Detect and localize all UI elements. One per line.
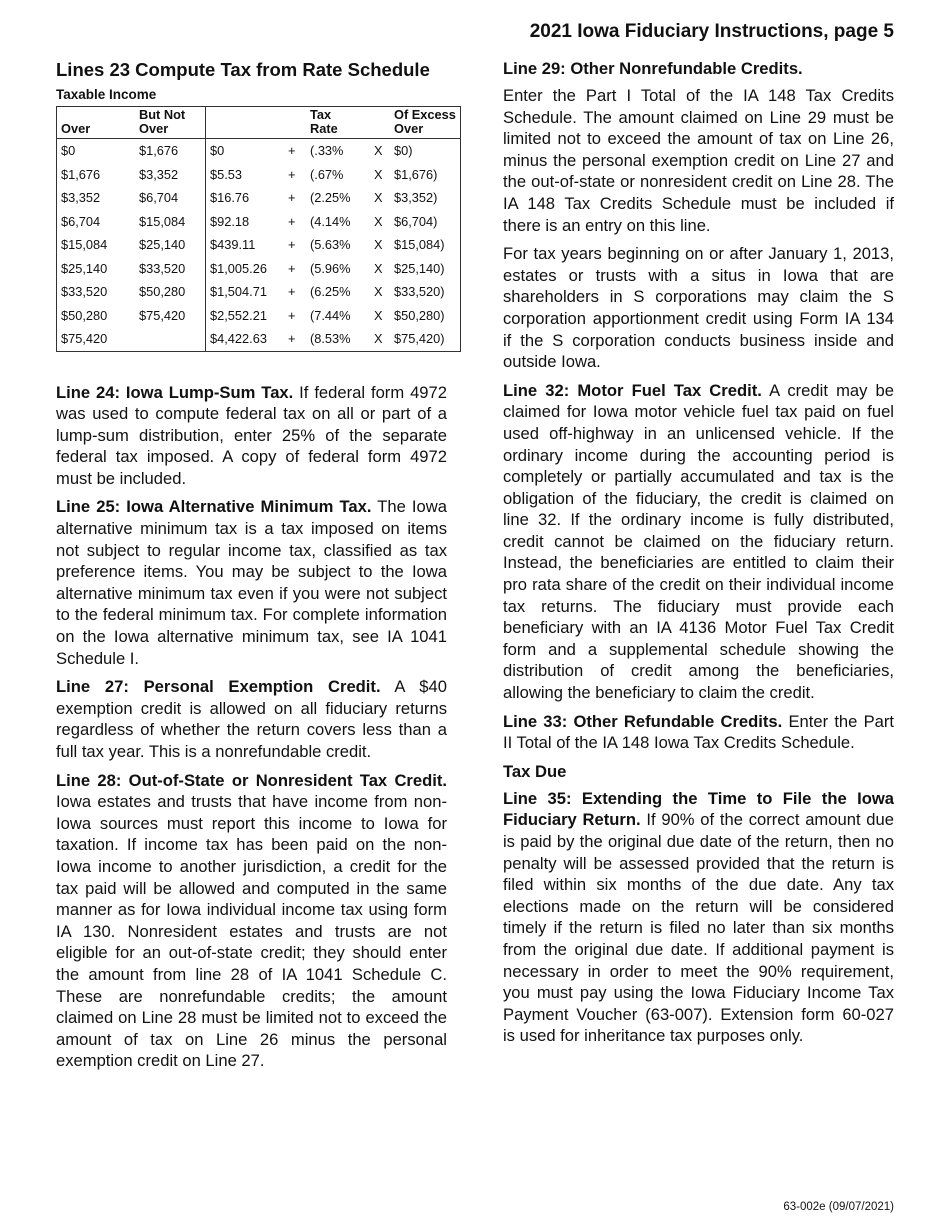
col-of-excess: Of Excess (394, 107, 456, 122)
col-but-not: But Not (139, 107, 186, 122)
page-header: 2021 Iowa Fiduciary Instructions, page 5 (529, 21, 894, 42)
cell-times: X (374, 166, 383, 182)
cell-times: X (374, 307, 383, 323)
cell-base: $1,504.71 (206, 280, 285, 304)
cell-over: $0 (61, 143, 76, 159)
cell-times: X (374, 331, 383, 347)
cell-but-not-over: $50,280 (139, 284, 186, 300)
cell-rate: (6.25% (310, 284, 351, 300)
line33-text: Enter the Part II Total of the IA 148 Iowa Tax Credits Schedule. (503, 711, 895, 753)
line35-title: Line 35: Extending the Time to File the Iowa Fiduciary Return. (503, 788, 894, 830)
cell-over: $50,280 (61, 307, 108, 323)
col-but-not-over (135, 107, 206, 139)
cell-but-not-over (135, 327, 206, 351)
col-plus (284, 107, 306, 139)
cell-excess: $1,676) (394, 166, 438, 182)
cell-rate: (7.44% (310, 307, 351, 323)
tax-rate-rows (57, 139, 461, 352)
cell-rate: (2.25% (310, 190, 351, 206)
cell-rate: (5.96% (310, 260, 351, 276)
col-of-excess-over (390, 107, 461, 139)
cell-rate: (.67% (310, 166, 344, 182)
line27-text: A $40 exemption credit is allowed on all fiduciary returns regardless of whether the return covers less than a full tax year. This is a nonrefundable credit. (56, 677, 447, 761)
cell-excess: $0) (394, 143, 413, 159)
cell-plus: + (288, 284, 296, 300)
cell-base: $4,422.63 (206, 327, 285, 351)
cell-plus: + (288, 260, 296, 276)
cell-over: $33,520 (61, 284, 108, 300)
col-over: Over (57, 107, 136, 139)
cell-over: $3,352 (61, 190, 101, 206)
cell-excess: $33,520) (394, 284, 445, 300)
line24-text: If federal form 4972 was used to compute federal tax on all or part of a lump-sum distribution, enter 25% of the separate federal tax imposed. A copy of federal form 4972 must be included. (56, 382, 447, 488)
table-row (57, 304, 461, 328)
cell-plus: + (288, 307, 296, 323)
line28-text: Iowa estates and trusts that have income from non-Iowa sources must report this income to Iowa for taxation. If income tax has been paid on the non-Iowa income to another jurisdiction, a credit for the tax paid will be allowed and computed in the same manner as for Iowa individual income tax using form IA 130. Nonresident estates and trusts are not eligible for an out-of-state credit; they should enter the amount from line 28 of IA 1041 Schedule C. These are nonrefundable credits; the amount claimed on Line 28 must be limited not to exceed the amount of tax on Line 26 minus the personal exemption credit on Line 27. (56, 792, 447, 1071)
cell-over: $15,084 (61, 237, 108, 253)
line33-title: Line 33: Other Refundable Credits. (503, 711, 783, 731)
cell-plus: + (288, 190, 296, 206)
cell-times: X (374, 190, 383, 206)
col-base (206, 107, 285, 139)
cell-rate: (4.14% (310, 213, 351, 229)
line32-title: Line 32: Motor Fuel Tax Credit. (503, 380, 762, 400)
cell-times: X (374, 260, 383, 276)
line25-paragraph (56, 496, 447, 669)
cell-but-not-over: $75,420 (139, 307, 186, 323)
left-column (56, 58, 456, 1079)
cell-excess: $15,084) (394, 237, 445, 253)
cell-but-not-over: $6,704 (139, 190, 179, 206)
line27-paragraph (56, 676, 447, 762)
cell-rate: (5.63% (310, 237, 351, 253)
line32-text: A credit may be claimed for Iowa motor vehicle fuel tax paid on fuel used off-highway in an unlicensed vehicle. If the ordinary income during the accounting period is completely or partially accumulated and tax is the obligation of the fiduciary, the credit is claimed on line 32. If the ordinary income is fully distributed, credit cannot be claimed on the fiduciary return. Instead, the beneficiaries are entitled to claim their pro rata share of the credit on their individual income tax returns. The fiduciary must provide each beneficiary with an IA 4136 Motor Fuel Tax Credit form and a supplemental schedule showing the distribution of credit among the beneficiaries, allowing the beneficiary to claim the credit. (503, 380, 895, 703)
form-id-footer: 63-002e (09/07/2021) (783, 1201, 894, 1213)
cell-plus: + (288, 143, 296, 159)
cell-times: X (374, 284, 383, 300)
line25-title: Line 25: Iowa Alternative Minimum Tax. (56, 497, 372, 517)
tax-due-heading: Tax Due (503, 761, 567, 781)
table-row (57, 210, 461, 234)
col-of-excess-over-label: Over (394, 121, 424, 136)
cell-plus: + (288, 331, 296, 347)
cell-times: X (374, 213, 383, 229)
cell-over: $1,676 (61, 166, 101, 182)
line33-paragraph (503, 711, 894, 754)
cell-excess: $75,420) (394, 331, 445, 347)
cell-base: $1,005.26 (206, 257, 285, 281)
cell-excess: $25,140) (394, 260, 445, 276)
table-row (57, 139, 461, 163)
line24-paragraph (56, 382, 447, 490)
col-tax: Tax (310, 107, 332, 122)
line24-title: Line 24: Iowa Lump-Sum Tax. (56, 382, 294, 402)
line28-paragraph (56, 770, 447, 1072)
cell-plus: + (288, 166, 296, 182)
cell-over: $6,704 (61, 213, 101, 229)
cell-base: $2,552.21 (206, 304, 285, 328)
cell-times: X (374, 237, 383, 253)
cell-excess: $3,352) (394, 190, 438, 206)
line27-title: Line 27: Personal Exemption Credit. (56, 677, 381, 697)
col-but-not-over-label: Over (139, 121, 169, 136)
cell-but-not-over: $15,084 (139, 213, 186, 229)
col-times (370, 107, 390, 139)
table-row (57, 186, 461, 210)
cell-excess: $6,704) (394, 213, 438, 229)
line32-paragraph (503, 380, 894, 704)
cell-but-not-over: $33,520 (139, 260, 186, 276)
cell-excess: $50,280) (394, 307, 445, 323)
cell-over: $75,420 (61, 331, 108, 347)
table-row (57, 163, 461, 187)
right-column (503, 58, 894, 1054)
table-row (57, 257, 461, 281)
line28-title: Line 28: Out-of-State or Nonresident Tax Credit. (56, 770, 447, 790)
cell-over: $25,140 (61, 260, 108, 276)
line35-paragraph (503, 788, 894, 1047)
line35-text: If 90% of the correct amount due is paid by the original due date of the return, then no penalty will be assessed provided that the return is filed within six months of the due date. Any tax elections made on the return will be considered timely if the return is filed no later than six months from the original due date. If additional payment is necessary in order to meet the 90% requirement, you must pay using the Iowa Fiduciary Income Tax Payment Voucher (63-007). Extension form 60-027 is used for inheritance tax purposes only. (503, 810, 894, 1046)
cell-base: $92.18 (206, 210, 285, 234)
cell-times: X (374, 143, 383, 159)
table-row (57, 280, 461, 304)
cell-plus: + (288, 213, 296, 229)
table-title: Lines 23 Compute Tax from Rate Schedule (56, 59, 430, 80)
cell-but-not-over: $25,140 (139, 237, 186, 253)
table-row (57, 233, 461, 257)
col-rate (306, 107, 370, 139)
cell-plus: + (288, 237, 296, 253)
line25-text: The Iowa alternative minimum tax is a tax imposed on items not subject to regular income tax, classified as tax preference items. You may be subject to the Iowa alternative minimum tax even if you were not subject to the federal minimum tax. For complete information on the Iowa alternative minimum tax, see IA 1041 Schedule I. (56, 497, 447, 668)
tax-rate-table (56, 106, 461, 352)
col-rate-label: Rate (310, 121, 338, 136)
cell-base: $439.11 (206, 233, 285, 257)
cell-base: $0 (206, 139, 285, 163)
cell-but-not-over: $3,352 (139, 166, 179, 182)
cell-rate: (8.53% (310, 331, 351, 347)
table-header-row (57, 107, 461, 139)
table-caption: Taxable Income (56, 87, 157, 102)
cell-but-not-over: $1,676 (139, 143, 179, 159)
cell-rate: (.33% (310, 143, 344, 159)
line29-paragraph-2: For tax years beginning on or after January 1, 2013, estates or trusts with a situs in Iowa that are shareholders in S corporations may claim the S corporation apportionment credit using Form IA 134 if the S corporation conducts business inside and outside Iowa. (503, 244, 894, 372)
cell-base: $5.53 (206, 163, 285, 187)
line29-title: Line 29: Other Nonrefundable Credits. (503, 59, 803, 78)
cell-base: $16.76 (206, 186, 285, 210)
line29-paragraph-1: Enter the Part I Total of the IA 148 Tax Credits Schedule. The amount claimed on Line 29 must be limited not to exceed the amount of tax on Line 26, minus the personal exemption credit on Line 27 and the out-of-state or nonresident credit on Line 28. The IA 148 Tax Credits Schedule must be included if there is an entry on this line. (503, 86, 894, 235)
table-row (57, 327, 461, 351)
